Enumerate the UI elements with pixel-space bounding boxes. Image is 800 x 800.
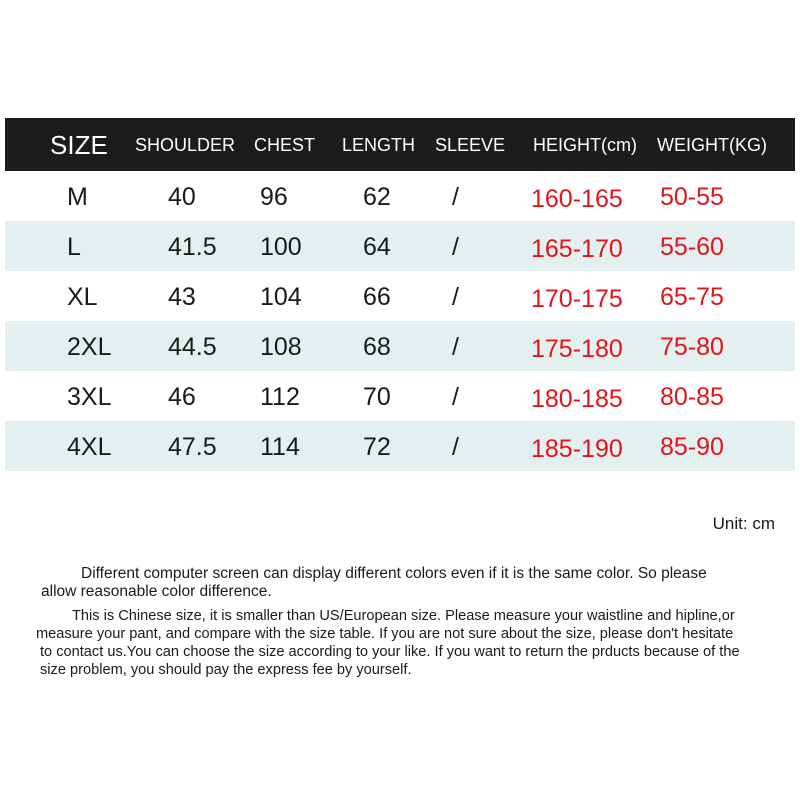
header-shoulder: SHOULDER	[135, 135, 236, 155]
cell-size: XL	[67, 283, 98, 311]
cell-height: 170-175	[531, 285, 623, 313]
cell-chest: 96	[260, 183, 288, 211]
table-row	[5, 421, 795, 471]
cell-sleeve: /	[452, 433, 459, 461]
cell-weight: 65-75	[660, 283, 724, 311]
cell-length: 62	[363, 183, 391, 211]
cell-weight: 50-55	[660, 183, 724, 211]
header-sleeve: SLEEVE	[435, 135, 506, 155]
cell-length: 70	[363, 383, 391, 411]
cell-chest: 114	[260, 433, 300, 461]
color-disclaimer-line: Different computer screen can display different colors even if it is the same color. So please	[81, 565, 707, 582]
cell-shoulder: 43	[168, 283, 196, 311]
cell-chest: 100	[260, 233, 302, 261]
cell-weight: 80-85	[660, 383, 724, 411]
cell-chest: 112	[260, 383, 300, 411]
cell-weight: 75-80	[660, 333, 724, 361]
cell-length: 64	[363, 233, 391, 261]
cell-length: 68	[363, 333, 391, 361]
cell-weight: 55-60	[660, 233, 724, 261]
cell-sleeve: /	[452, 233, 459, 261]
cell-shoulder: 44.5	[168, 333, 217, 361]
cell-weight: 85-90	[660, 433, 724, 461]
header-weight: WEIGHT(KG)	[657, 135, 767, 155]
cell-chest: 108	[260, 333, 302, 361]
header-chest: CHEST	[254, 135, 316, 155]
cell-height: 175-180	[531, 335, 623, 363]
table-row	[5, 371, 795, 421]
color-disclaimer-line: allow reasonable color difference.	[41, 583, 272, 600]
size-disclaimer	[36, 607, 786, 679]
header-height: HEIGHT(cm)	[533, 135, 637, 155]
unit-note: Unit: cm	[712, 514, 775, 533]
size-disclaimer-line: to contact us.You can choose the size according to your like. If you want to return the prducts because of the	[40, 644, 740, 660]
size-disclaimer-line: This is Chinese size, it is smaller than US/European size. Please measure your waistline and hipline,or	[72, 608, 735, 624]
table-header-row	[5, 118, 795, 171]
table-row	[5, 221, 795, 271]
cell-sleeve: /	[452, 283, 459, 311]
cell-shoulder: 41.5	[168, 233, 217, 261]
cell-size: 4XL	[67, 433, 112, 461]
size-disclaimer-line: size problem, you should pay the express fee by yourself.	[40, 662, 412, 678]
cell-sleeve: /	[452, 383, 459, 411]
cell-height: 165-170	[531, 235, 623, 263]
cell-size: M	[67, 183, 88, 211]
cell-sleeve: /	[452, 183, 459, 211]
cell-chest: 104	[260, 283, 302, 311]
cell-shoulder: 40	[168, 183, 196, 211]
cell-sleeve: /	[452, 333, 459, 361]
table-row	[5, 321, 795, 371]
cell-height: 180-185	[531, 385, 623, 413]
cell-size: 3XL	[67, 383, 112, 411]
cell-length: 66	[363, 283, 391, 311]
size-chart-table	[5, 118, 795, 471]
color-disclaimer	[41, 565, 771, 601]
table-row	[5, 271, 795, 321]
size-disclaimer-line: measure your pant, and compare with the size table. If you are not sure about the size, please don't hesitate	[36, 626, 734, 642]
cell-size: 2XL	[67, 333, 112, 361]
cell-size: L	[67, 233, 81, 261]
cell-shoulder: 46	[168, 383, 196, 411]
cell-length: 72	[363, 433, 391, 461]
cell-shoulder: 47.5	[168, 433, 217, 461]
table-row	[5, 171, 795, 221]
header-size: SIZE	[50, 130, 108, 160]
cell-height: 160-165	[531, 185, 623, 213]
header-length: LENGTH	[342, 135, 416, 155]
cell-height: 185-190	[531, 435, 623, 463]
